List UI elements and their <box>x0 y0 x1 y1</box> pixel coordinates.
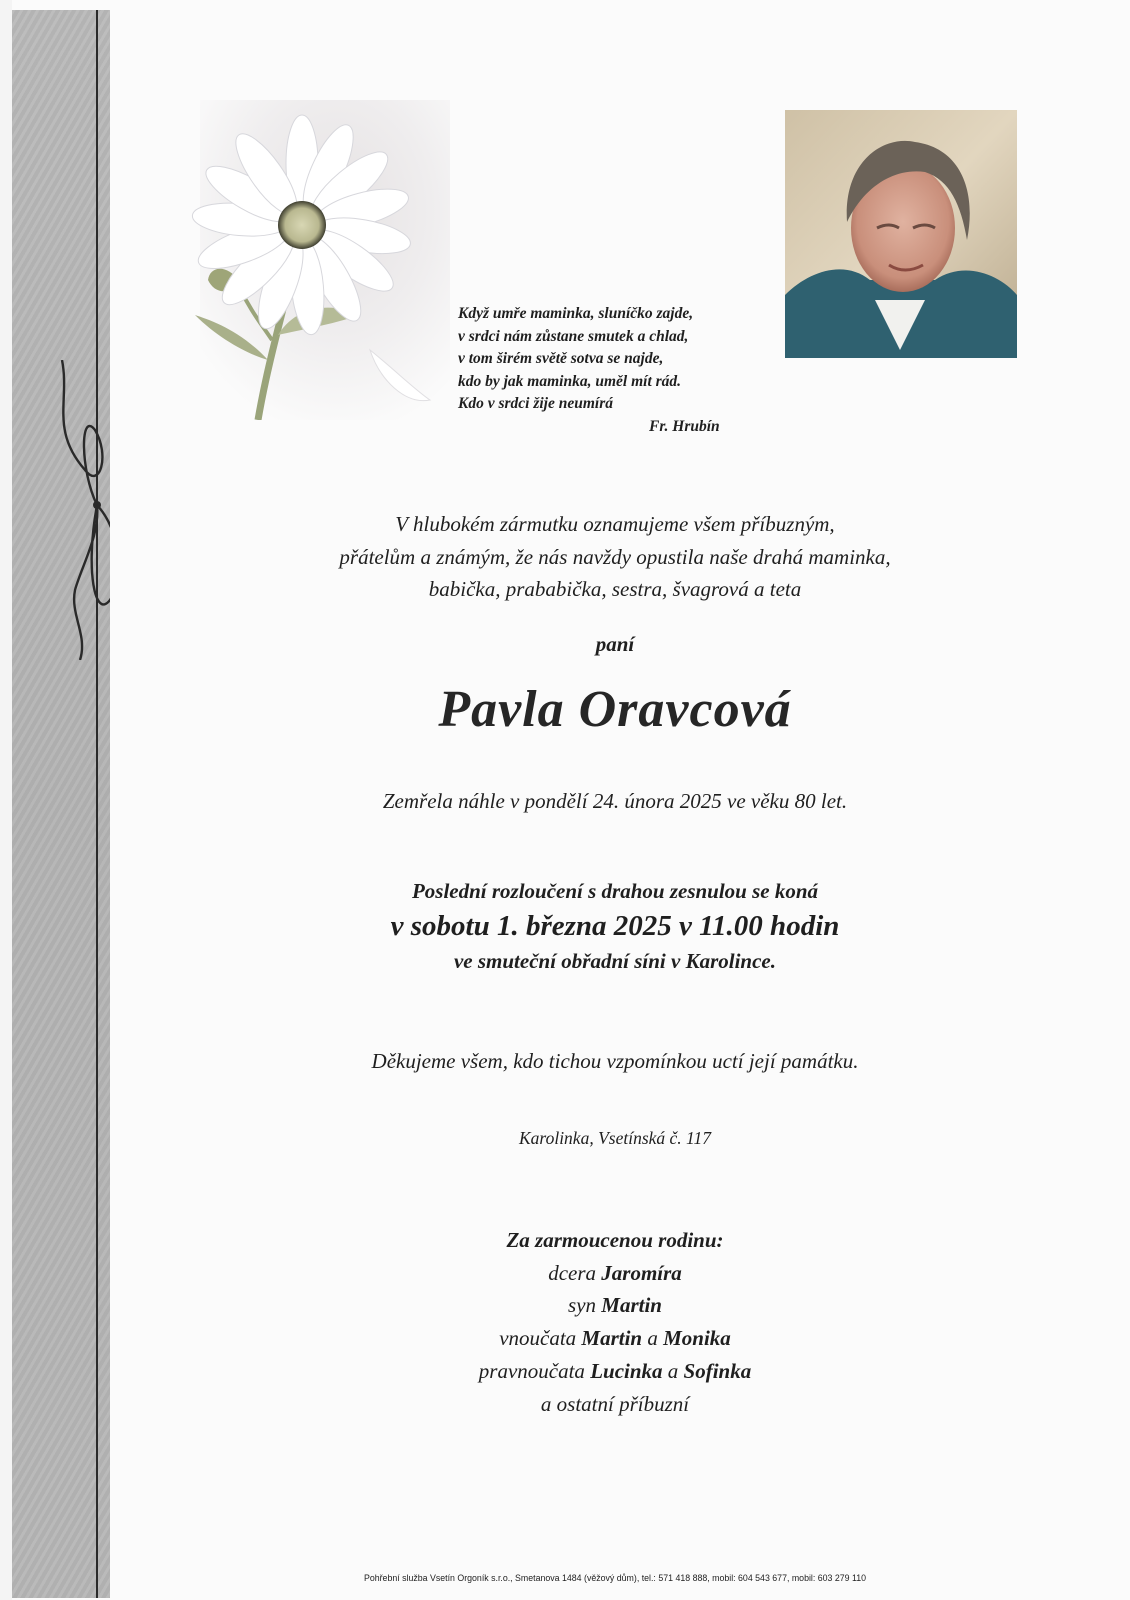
family-row <box>110 1322 1120 1355</box>
ribbon-bow-icon <box>40 360 110 660</box>
relation: dcera <box>548 1260 597 1285</box>
relative-name: Sofinka <box>683 1358 752 1383</box>
announcement-line: V hlubokém zármutku oznamujeme všem příbuzným, <box>395 512 835 536</box>
conjunction: a <box>667 1358 679 1383</box>
relative-name: Monika <box>663 1326 731 1351</box>
conjunction: a <box>647 1326 658 1351</box>
relation: pravnoučata <box>478 1358 585 1383</box>
funeral-date-time: v sobotu 1. března 2025 v 11.00 hodin <box>390 910 840 942</box>
funeral-place: ve smuteční obřadní síni v Karolince. <box>453 949 776 973</box>
announcement-line: přátelům a známým, že nás navždy opustila naše drahá maminka, <box>339 544 891 569</box>
thanks-text: Děkujeme všem, kdo tichou vzpomínkou uctí její památku. <box>371 1049 859 1073</box>
family-row <box>110 1289 1120 1322</box>
portrait-photo <box>785 110 1017 358</box>
relative-name: Jaromíra <box>601 1260 682 1285</box>
relation: vnoučata <box>499 1326 577 1351</box>
announcement-line: babička, prababička, sestra, švagrová a teta <box>428 577 802 601</box>
deceased-name: Pavla Oravcová <box>438 681 792 738</box>
page-edge <box>0 0 12 1600</box>
memorial-poem <box>458 303 758 438</box>
funeral-line: Poslední rozloučení s drahou zesnulou se koná <box>411 879 819 903</box>
funeral-details <box>110 875 1120 977</box>
poem-line: kdo by jak maminka, uměl mít rád. <box>458 372 682 390</box>
announcement-text <box>110 508 1120 606</box>
deceased-title: paní <box>595 632 635 656</box>
relative-name: Martin <box>581 1326 643 1351</box>
family-address: Karolinka, Vsetínská č. 117 <box>519 1128 711 1148</box>
poem-line: v tom širém světě sotva se najde, <box>458 350 664 367</box>
decorative-vertical-line <box>96 10 98 1598</box>
family-heading: Za zarmoucenou rodinu: <box>506 1228 724 1252</box>
funeral-service-footer: Pohřební služba Vsetín Orgoník s.r.o., Smetanova 1484 (věžový dům), tel.: 571 418 888, mobil: 604 543 677, mobil: 603 279 110 <box>363 1573 867 1583</box>
family-row <box>110 1355 1120 1388</box>
relation: syn <box>568 1293 597 1318</box>
family-row <box>110 1257 1120 1290</box>
death-notice: Zemřela náhle v pondělí 24. února 2025 ve věku 80 let. <box>382 789 848 813</box>
poem-line: Kdo v srdci žije neumírá <box>458 395 614 412</box>
poem-line: Když umře maminka, sluníčko zajde, <box>458 305 694 322</box>
daisy-flower-image <box>180 100 450 420</box>
poem-author: Fr. Hrubín <box>649 417 720 435</box>
poem-line: v srdci nám zůstane smutek a chlad, <box>458 327 689 345</box>
relative-name: Martin <box>601 1293 662 1318</box>
family-row: a ostatní příbuzní <box>540 1391 690 1416</box>
relative-name: Lucinka <box>590 1358 663 1383</box>
mourning-family <box>110 1224 1120 1420</box>
